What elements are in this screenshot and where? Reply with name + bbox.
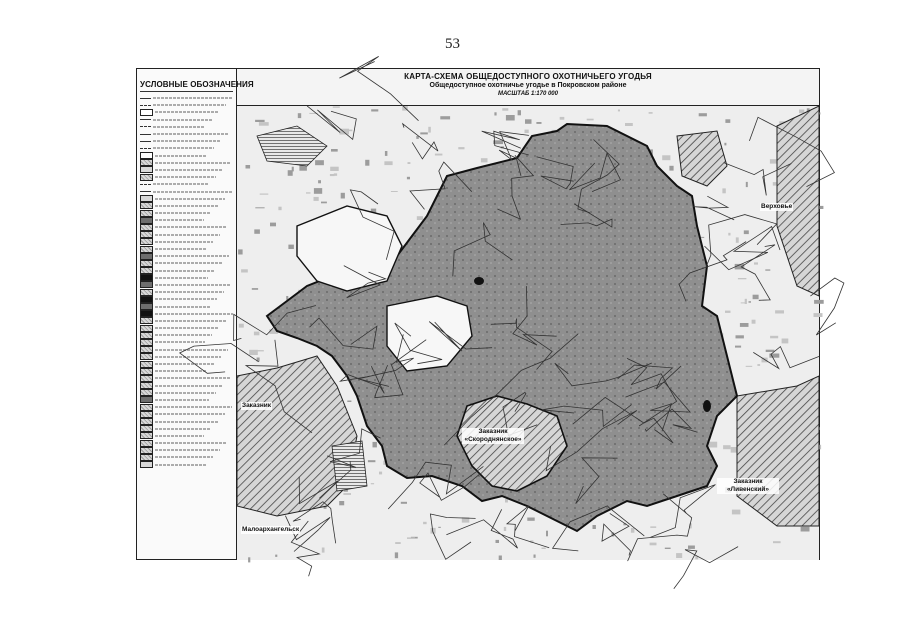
settlement-marker [474, 277, 484, 285]
terrain-patch [420, 132, 428, 134]
legend-swatch [140, 238, 153, 245]
terrain-patch [423, 522, 427, 524]
terrain-patch [676, 553, 682, 558]
terrain-patch [278, 207, 281, 211]
legend-text [155, 248, 206, 250]
legend-text [155, 377, 230, 379]
legend-text [155, 421, 218, 423]
legend-text [155, 234, 220, 236]
legend-item [140, 418, 233, 424]
legend-item [140, 109, 233, 115]
terrain-patch [587, 119, 594, 121]
legend-swatch [140, 148, 151, 149]
terrain-patch [255, 207, 264, 208]
legend-swatch [140, 425, 153, 432]
legend-text [155, 449, 220, 451]
legend-swatch [140, 325, 153, 332]
legend-swatch [140, 440, 153, 447]
terrain-patch [365, 160, 369, 166]
legend-swatch [140, 339, 153, 346]
terrain-patch [298, 113, 301, 118]
label-verkhovye: Верховье [761, 203, 793, 210]
legend-item [140, 318, 233, 324]
reserve-zone-right [737, 376, 819, 526]
terrain-patch [407, 177, 410, 180]
legend-item [140, 397, 233, 403]
terrain-patch [536, 122, 541, 124]
legend-swatch [140, 119, 151, 120]
legend-swatch [140, 303, 153, 310]
legend-swatch [140, 353, 153, 360]
legend-item [140, 217, 233, 223]
legend-text [155, 111, 219, 113]
terrain-patch [373, 442, 377, 448]
legend-item [140, 145, 233, 151]
legend-swatch [140, 411, 153, 418]
terrain-patch [330, 174, 335, 176]
legend-item [140, 124, 233, 130]
legend-text [155, 428, 211, 430]
legend-item [140, 325, 233, 331]
terrain-patch [241, 269, 248, 272]
terrain-patch [799, 110, 804, 114]
terrain-patch [368, 460, 376, 462]
legend-swatch [140, 98, 151, 99]
terrain-patch [252, 288, 258, 290]
terrain-patch [395, 552, 398, 558]
legend-text [155, 262, 222, 264]
legend-text [155, 219, 204, 221]
legend-item [140, 383, 233, 389]
legend-item [140, 390, 233, 396]
terrain-patch [401, 502, 407, 504]
terrain-patch [725, 119, 730, 123]
legend-item [140, 296, 233, 302]
terrain-patch [315, 160, 324, 165]
terrain-patch [428, 127, 431, 133]
legend-swatch [140, 141, 151, 142]
terrain-patch [259, 122, 269, 126]
legend-text [155, 169, 223, 171]
map-subtitle: Общедоступное охотничье угодье в Покровском районе [429, 82, 627, 89]
legend-text [155, 284, 231, 286]
legend-swatch [140, 317, 153, 324]
terrain-patch [736, 237, 739, 242]
terrain-patch [753, 295, 759, 300]
legend-item [140, 203, 233, 209]
legend-swatch [140, 224, 153, 231]
legend-items [140, 95, 233, 468]
terrain-patch [593, 525, 596, 529]
terrain-patch [440, 116, 450, 119]
legend-item [140, 239, 233, 245]
terrain-patch [238, 249, 243, 254]
terrain-patch [260, 194, 269, 195]
legend-text [155, 313, 233, 315]
legend-item [140, 210, 233, 216]
legend-text [155, 212, 211, 214]
legend-text [155, 341, 205, 343]
legend-swatch [140, 432, 153, 439]
legend-text [155, 162, 230, 164]
terrain-patch [458, 147, 464, 149]
legend-text [155, 291, 224, 293]
legend-swatch [140, 134, 151, 135]
terrain-patch [321, 202, 327, 204]
terrain-patch [770, 336, 778, 339]
terrain-patch [322, 548, 325, 553]
legend-text [155, 226, 227, 228]
legend-item [140, 375, 233, 381]
legend-swatch [140, 375, 153, 382]
legend-item [140, 404, 233, 410]
terrain-patch [333, 106, 340, 107]
legend-item [140, 447, 233, 453]
legend-text [155, 406, 232, 408]
terrain-patch [239, 324, 244, 328]
terrain-patch [525, 130, 529, 133]
label-zakaznik-left: Заказник [242, 402, 272, 409]
legend-item [140, 411, 233, 417]
legend-text [153, 140, 221, 142]
label-zakaznik-center: Заказник «Скороднянское» [462, 428, 524, 444]
terrain-patch [631, 528, 635, 533]
terrain-patch [407, 537, 415, 539]
terrain-patch [770, 159, 778, 163]
legend-item [140, 196, 233, 202]
legend-swatch [140, 246, 153, 253]
legend-swatch [140, 274, 153, 281]
legend-swatch [140, 174, 153, 181]
legend-swatch [140, 396, 153, 403]
terrain-patch [725, 311, 731, 313]
terrain-patch [741, 302, 746, 303]
legend-swatch [140, 191, 151, 192]
legend-item [140, 354, 233, 360]
legend-text [155, 198, 225, 200]
legend-title: УСЛОВНЫЕ ОБОЗНАЧЕНИЯ [140, 80, 233, 92]
legend-text [155, 399, 209, 401]
legend-swatch [140, 404, 153, 411]
legend-swatch [140, 418, 153, 425]
legend-item [140, 462, 233, 468]
legend-text [155, 456, 213, 458]
terrain-patch [314, 188, 322, 194]
legend-text [155, 413, 225, 415]
legend-text [155, 370, 207, 372]
legend-text [155, 327, 219, 329]
legend-swatch [140, 361, 153, 368]
terrain-patch [496, 540, 500, 543]
terrain-patch [275, 555, 277, 557]
terrain-patch [736, 335, 744, 338]
terrain-patch [752, 320, 756, 324]
legend-item [140, 303, 233, 309]
terrain-patch [330, 167, 339, 171]
legend-text [155, 255, 229, 257]
terrain-patch [775, 310, 784, 313]
legend-item [140, 224, 233, 230]
legend-text [153, 104, 226, 106]
legend-item [140, 440, 233, 446]
legend-item [140, 138, 233, 144]
terrain-patch [728, 233, 730, 236]
terrain-patch [525, 119, 532, 124]
terrain-patch [254, 332, 260, 336]
legend-text [155, 385, 223, 387]
legend-item [140, 253, 233, 259]
legend-swatch [140, 253, 153, 260]
terrain-patch [735, 346, 741, 348]
terrain-patch [506, 115, 515, 121]
map-sheet [136, 68, 820, 560]
legend-swatch [140, 281, 153, 288]
legend-swatch [140, 152, 153, 159]
terrain-patch [391, 191, 398, 192]
legend-item [140, 268, 233, 274]
legend-item [140, 232, 233, 238]
terrain-patch [371, 483, 374, 484]
legend-item [140, 275, 233, 281]
legend-item [140, 181, 233, 187]
legend-text [155, 277, 208, 279]
legend-swatch [140, 267, 153, 274]
terrain-patch [765, 269, 770, 270]
legend-item [140, 426, 233, 432]
map-scale: МАСШТАБ 1:170 000 [498, 91, 558, 97]
terrain-patch [766, 350, 775, 352]
legend-text [155, 363, 214, 365]
legend-text [153, 183, 209, 185]
terrain-patch [299, 166, 307, 171]
legend-text [155, 392, 216, 394]
legend-swatch [140, 454, 153, 461]
legend-swatch [140, 217, 153, 224]
terrain-patch [254, 229, 260, 233]
legend-swatch [140, 109, 153, 116]
terrain-patch [341, 193, 345, 199]
legend-swatch [140, 368, 153, 375]
terrain-patch [701, 237, 704, 238]
legend-item [140, 361, 233, 367]
legend-text [155, 349, 228, 351]
legend-swatch [140, 126, 151, 127]
legend-swatch [140, 166, 153, 173]
legend-text [155, 442, 227, 444]
legend-swatch [140, 289, 153, 296]
legend-item [140, 246, 233, 252]
terrain-patch [481, 158, 488, 162]
terrain-patch [773, 541, 781, 543]
terrain-patch [744, 230, 749, 234]
legend-item [140, 454, 233, 460]
terrain-patch [318, 180, 321, 183]
terrain-patch [749, 301, 752, 303]
legend-text [155, 176, 216, 178]
legend-text [155, 306, 210, 308]
terrain-patch [292, 167, 294, 172]
terrain-patch [249, 350, 258, 355]
terrain-patch [502, 108, 508, 111]
settlement-marker [703, 400, 711, 412]
terrain-patch [527, 518, 534, 521]
legend-swatch [140, 389, 153, 396]
label-maloarkhangelsk: Малоархангельск [242, 526, 300, 533]
legend-item [140, 332, 233, 338]
legend-item [140, 174, 233, 180]
terrain-patch [618, 110, 620, 112]
legend-item [140, 260, 233, 266]
legend-swatch [140, 346, 153, 353]
terrain-patch [665, 548, 671, 549]
terrain-patch [708, 442, 717, 448]
map-canvas [237, 105, 819, 559]
terrain-patch [560, 117, 565, 120]
terrain-patch [669, 166, 673, 171]
terrain-patch [306, 192, 311, 193]
terrain-patch [732, 510, 741, 515]
legend-text [155, 464, 206, 466]
label-zakaznik-right: Заказник «Ливенский» [717, 478, 779, 494]
terrain-patch [379, 472, 382, 475]
terrain-patch [347, 401, 351, 403]
terrain-patch [339, 501, 344, 505]
terrain-patch [288, 245, 294, 249]
legend-text [155, 334, 212, 336]
terrain-patch [625, 123, 633, 126]
terrain-patch [814, 313, 823, 317]
terrain-patch [757, 364, 760, 366]
terrain-patch [257, 350, 264, 351]
legend-item [140, 368, 233, 374]
terrain-patch [371, 109, 378, 111]
terrain-patch [534, 555, 536, 558]
terrain-patch [738, 278, 747, 279]
terrain-patch [723, 445, 731, 449]
terrain-patch [782, 339, 789, 344]
legend-swatch [140, 195, 153, 202]
terrain-patch [649, 112, 653, 114]
legend-text [153, 133, 228, 135]
legend-swatch [140, 184, 151, 185]
terrain-patch [746, 366, 753, 367]
terrain-patch [746, 182, 748, 187]
terrain-patch [505, 499, 508, 503]
terrain-patch [385, 151, 388, 156]
terrain-patch [343, 130, 352, 132]
terrain-patch [650, 526, 656, 528]
legend-swatch [140, 310, 153, 317]
terrain-patch [542, 548, 546, 550]
terrain-patch [314, 197, 319, 201]
legend-swatch [140, 332, 153, 339]
legend-item [140, 160, 233, 166]
legend-swatch [140, 202, 153, 209]
terrain-patch [494, 112, 496, 115]
map-title: КАРТА-СХЕМА ОБЩЕДОСТУПНОГО ОХОТНИЧЬЕГО УГОДЬЯ [404, 72, 652, 81]
terrain-patch [417, 216, 423, 220]
legend-swatch [140, 231, 153, 238]
terrain-patch [331, 149, 338, 152]
terrain-patch [546, 531, 548, 537]
terrain-patch [343, 493, 351, 495]
legend-item [140, 188, 233, 194]
legend-text [153, 191, 232, 193]
terrain-patch [518, 110, 521, 115]
legend-text [153, 119, 212, 121]
terrain-patch [248, 557, 250, 562]
legend-item [140, 289, 233, 295]
terrain-patch [699, 113, 707, 116]
terrain-patch [499, 556, 502, 561]
terrain-patch [724, 143, 726, 146]
terrain-patch [662, 155, 670, 160]
terrain-patch [722, 188, 725, 193]
legend-swatch [140, 105, 151, 106]
legend-text [155, 298, 217, 300]
terrain-patch [395, 542, 401, 544]
terrain-patch [688, 546, 695, 549]
legend-text [153, 126, 205, 128]
legend-swatch [140, 296, 153, 303]
legend-text [155, 435, 204, 437]
terrain-patch [270, 223, 276, 227]
terrain-patch [650, 543, 657, 546]
legend-text [153, 147, 214, 149]
legend-item [140, 153, 233, 159]
legend-item [140, 167, 233, 173]
terrain-patch [246, 165, 251, 169]
terrain-patch [801, 527, 810, 532]
terrain-patch [814, 300, 824, 304]
legend-text [155, 270, 215, 272]
legend-swatch [140, 461, 153, 468]
legend-text [155, 241, 213, 243]
legend-item [140, 95, 233, 101]
terrain-patch [740, 323, 749, 327]
legend-item [140, 102, 233, 108]
legend-item [140, 131, 233, 137]
terrain-patch [435, 154, 443, 156]
page-number: 53 [445, 36, 460, 52]
map-title-block [237, 69, 819, 105]
legend-swatch [140, 210, 153, 217]
terrain-patch [408, 162, 411, 164]
legend-text [155, 205, 218, 207]
legend-swatch [140, 447, 153, 454]
legend-text [155, 155, 207, 157]
terrain-patch [773, 182, 777, 186]
legend-item [140, 282, 233, 288]
terrain-patch [731, 447, 738, 453]
terrain-patch [504, 527, 506, 531]
map-legend [137, 69, 254, 559]
terrain-patch [255, 120, 265, 122]
legend-text [155, 320, 226, 322]
legend-swatch [140, 260, 153, 267]
legend-item [140, 311, 233, 317]
legend-text [155, 356, 221, 358]
terrain-patch [754, 262, 758, 264]
terrain-patch [438, 527, 441, 528]
legend-swatch [140, 159, 153, 166]
legend-text [153, 97, 233, 99]
terrain-patch [384, 161, 392, 165]
legend-item [140, 433, 233, 439]
legend-item [140, 117, 233, 123]
legend-swatch [140, 382, 153, 389]
